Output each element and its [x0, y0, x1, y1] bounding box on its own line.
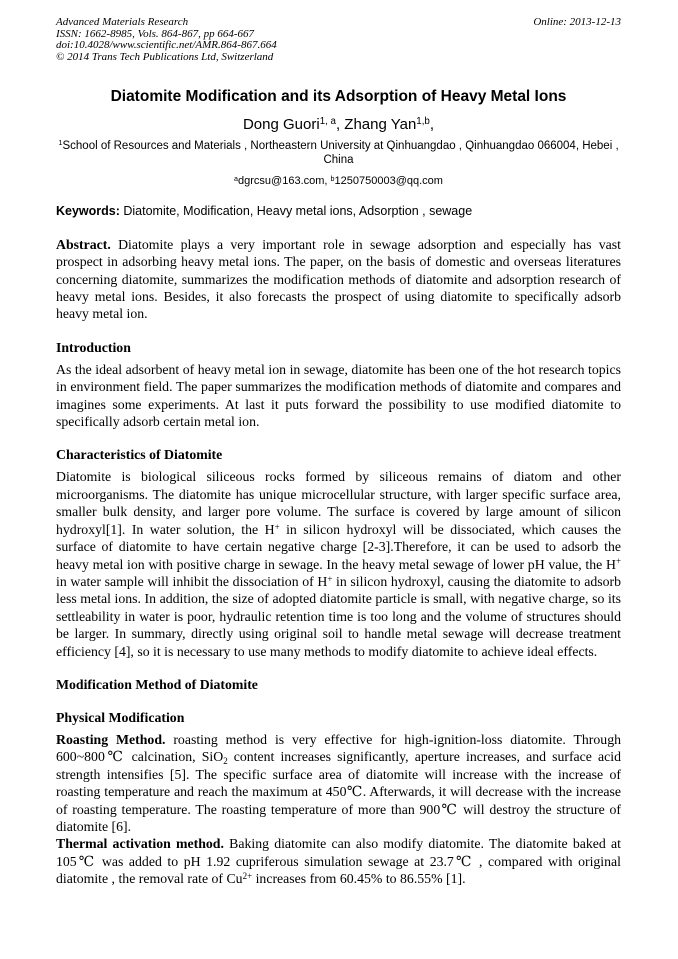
issn-line: ISSN: 1662-8985, Vols. 864-867, pp 664-667	[56, 27, 254, 40]
abstract-paragraph: Abstract. Diatomite plays a very important role in sewage adsorption and especially has vast prospect in adsorbing heavy metal ions. The paper, on the basis of domestic and overseas literatures concerning diatomite, summarizes the modification methods of diatomite and adsorption research of heavy metal ions. Besides, it also forecasts the prospect of using diatomite to specifically adsorb heavy metal ion.	[56, 236, 621, 322]
online-date: Online: 2013-12-13	[533, 16, 621, 28]
emails-line: $^a$dgrcsu@163.com, $^b$1250750003@qq.com	[234, 174, 443, 187]
authors-line: Dong Guori$^{1, a}$, Zhang Yan$^{1,b}$,	[242, 115, 435, 133]
thermal-activation-paragraph: Thermal activation method. Baking diatomite can also modify diatomite. The diatomite baked at 105℃ was added to pH 1.92 cupriferous simulation sewage at 23.7℃ , compared with original diatomite , the removal rate of $Cu^{2+}$ increases from 60.45% to 86.55% [1].	[56, 836, 621, 887]
section-heading-introduction: Introduction	[56, 339, 131, 355]
section-heading-characteristics: Characteristics of Diatomite	[56, 447, 223, 463]
journal-info	[56, 17, 277, 64]
keywords-line: Keywords: Diatomite, Modification, Heavy metal ions, Adsorption , sewage	[56, 203, 473, 218]
section-heading-modification-method: Modification Method of Diatomite	[56, 676, 258, 692]
paper-title: Diatomite Modification and its Adsorption of Heavy Metal Ions	[110, 87, 567, 105]
copyright-line: © 2014 Trans Tech Publications Ltd, Switzerland	[56, 51, 274, 64]
affiliation-line: $^1$School of Resources and Materials , Northeastern University at Qinhuangdao , Qinhuangdao 066004, Hebei , China	[58, 138, 619, 167]
introduction-paragraph: As the ideal adsorbent of heavy metal ion in sewage, diatomite has been one of the hot research topics in environment field. The paper summarizes the modification methods of diatomite and compares and imagines some experiments. At last it puts forward the possibility to use modified diatomite to specifically adsorb certain metal ion.	[56, 361, 621, 430]
page-header	[56, 17, 621, 64]
characteristics-paragraph: Diatomite is biological siliceous rocks formed by siliceous remains of diatom and other microorganisms. The diatomite has unique microcellular structure, with larger specific surface area, smaller bulk density, and larger pore volume. The surface is covered by large amount of silicon hydroxyl[1]. In water solution, the H+ in silicon hydroxyl will be dissociated, which causes the surface of diatomite to have certain negative charge [2-3].Therefore, it can be used to adsorb the heavy metal ion with positive charge in sewage. In the heavy metal sewage of lower pH value, the H+ in water sample will inhibit the dissociation of H+ in silicon hydroxyl, causing the diatomite to adsorb less metal ions. In addition, the size of adopted diatomite particle is small, with negative charge, so its settleability in water is poor, hydraulic retention time is too long and the volume of structures should be larger. In summary, directly using original soil to handle metal sewage will decrease treatment efficiency [4], so it is necessary to use many methods to modify diatomite to achieve ideal effects.	[56, 469, 621, 659]
journal-name: Advanced Materials Research	[56, 16, 189, 28]
doi-line: doi:10.4028/www.scientific.net/AMR.864-867.664	[56, 39, 277, 52]
section-heading-physical-modification: Physical Modification	[56, 709, 185, 725]
roasting-method-paragraph: Roasting Method. roasting method is very effective for high-ignition-loss diatomite. Through 600~800℃ calcination, SiO$_2$ content increases significantly, aperture increases, and surface acid strength intensifies [5]. The specific surface area of diatomite will increase with the increase of roasting temperature and reach the maximum at 450℃. Afterwards, it will decrease with the increase of roasting temperature. The roasting temperature of more than 900℃ will destroy the structure of diatomite [6].	[56, 731, 621, 834]
